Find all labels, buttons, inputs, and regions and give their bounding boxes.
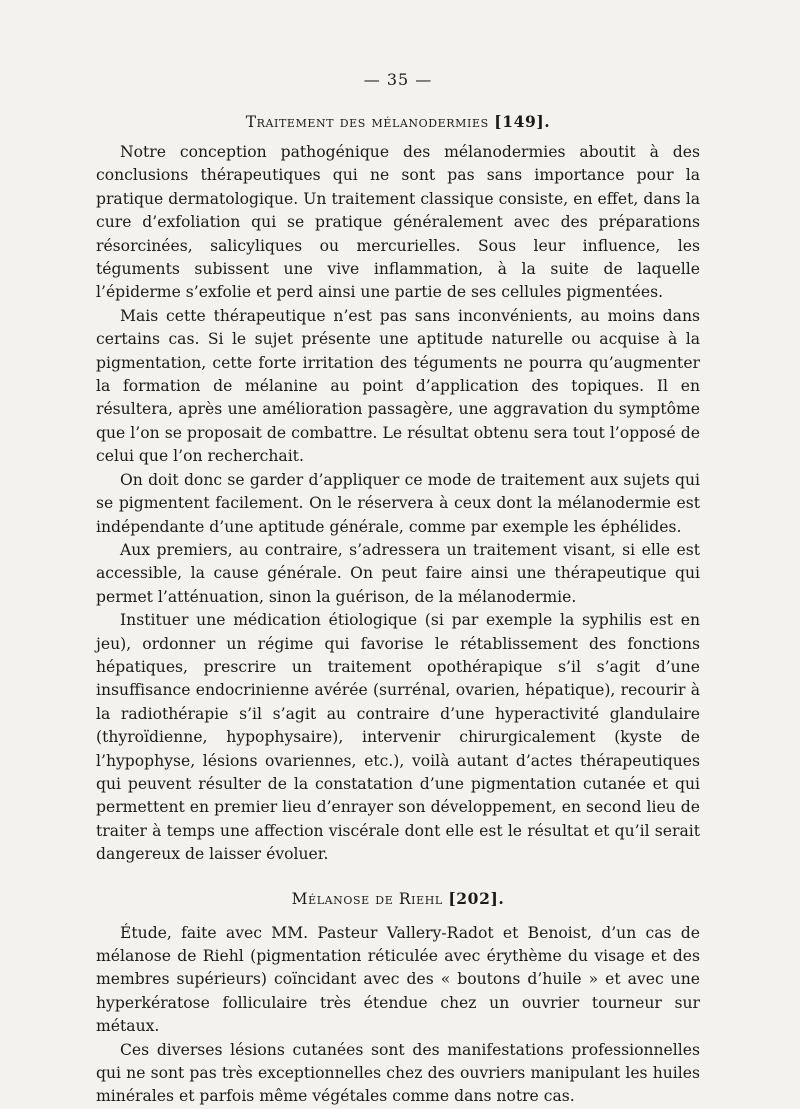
section-title-text: Traitement des mélanodermies	[245, 113, 489, 131]
paragraph: On doit donc se garder d’appliquer ce mode de traitement aux sujets qui se pigmentent facilement. On le réservera à ceux dont la mélanodermie est indépendante d’une aptitude générale, comme par exemple les éphélides.	[96, 470, 700, 536]
paragraph: Notre conception pathogénique des mélanodermies aboutit à des conclusions thérapeutiques qui ne sont pas sans importance pour la pratique dermatologique. Un traitement classique consiste, en effet, dans la cure d’exfoliation qui se pratique généralement avec des préparations résorcinées, salicyliques ou mercurielles. Sous leur influence, les téguments subissent une vive inflammation, à la suite de laquelle l’épiderme s’exfolie et perd ainsi une partie de ses cellules pigmentées.	[96, 143, 700, 302]
section-title	[96, 889, 700, 908]
paragraph: Ces diverses lésions cutanées sont des manifestations professionnelles qui ne sont pas très exceptionnelles chez des ouvriers manipulant les huiles minérales et parfois même végétales comme dans notre cas.	[96, 1040, 700, 1106]
section-title	[96, 112, 700, 131]
section-title-text: Mélanose de Riehl	[291, 889, 443, 908]
page-number: — 35 —	[363, 70, 433, 89]
paragraph: Aux premiers, au contraire, s’adressera un traitement visant, si elle est accessible, la cause générale. On peut faire ainsi une thérapeutique qui permet l’atténuation, sinon la guérison, de la mélanodermie.	[96, 540, 700, 606]
paragraph: Instituer une médication étiologique (si par exemple la syphilis est en jeu), ordonner un régime qui favorise le rétablissement des fonctions hépatiques, prescrire un traitement opothérapique s’il s’agit d’une insuffisance endocrinienne avérée (surrénal, ovarien, hépatique), recourir à la radiothérapie s’il s’agit au contraire d’une hyperactivité glandulaire (thyroïdienne, hypophysaire), intervenir chirurgicalement (kyste de l’hypophyse, lésions ovariennes, etc.), voilà autant d’actes thérapeutiques qui peuvent résulter de la constatation d’une pigmentation cutanée et qui permettent en premier lieu d’enrayer son développement, en second lieu de traiter à temps une affection viscérale dont elle est le résultat et qu’il serait dangereux de laisser évoluer.	[96, 611, 700, 864]
section-title-ref: [202].	[448, 888, 505, 908]
section-title-ref: [149].	[494, 112, 551, 131]
paragraph: Étude, faite avec MM. Pasteur Vallery-Radot et Benoist, d’un cas de mélanose de Riehl (pigmentation réticulée avec érythème du visage et des membres supérieurs) coïncidant avec des « boutons d’huile » et avec une hyperkératose folliculaire très étendue chez un ouvrier tourneur sur métaux.	[96, 923, 700, 1036]
paragraph: Mais cette thérapeutique n’est pas sans inconvénients, au moins dans certains cas. Si le sujet présente une aptitude naturelle ou acquise à la pigmentation, cette forte irritation des téguments ne pourra qu’augmenter la formation de mélanine au point d’application des topiques. Il en résultera, après une amélioration passagère, une aggravation du symptôme que l’on se proposait de combattre. Le résultat obtenu sera tout l’opposé de celui que l’on recherchait.	[96, 306, 700, 466]
